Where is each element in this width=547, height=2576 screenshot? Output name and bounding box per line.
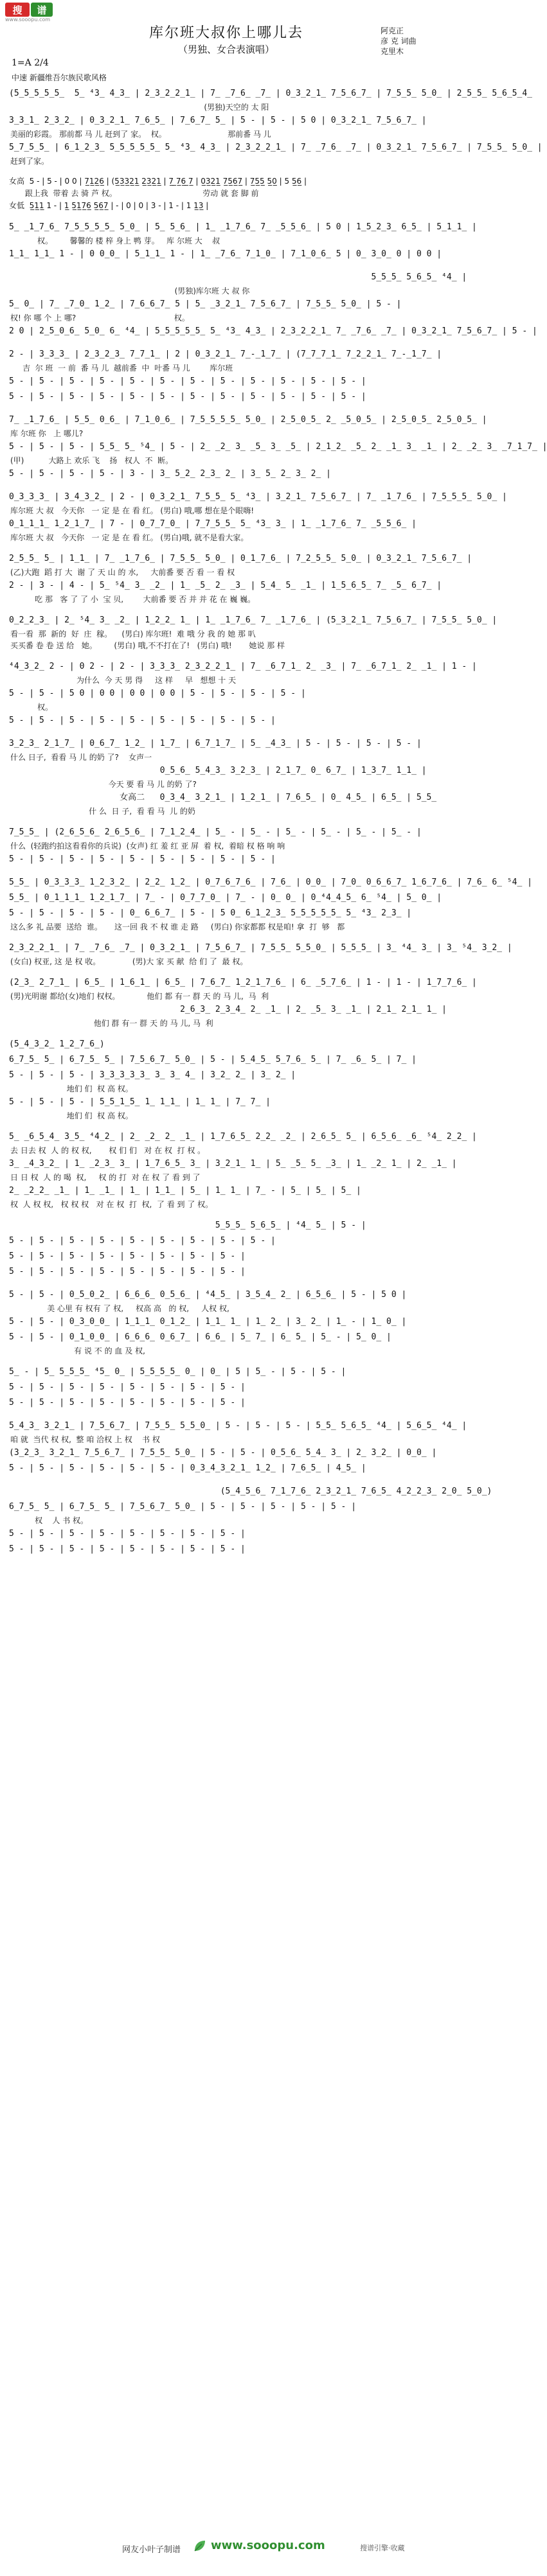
lyric-line: 吃 那 客 了 了 小 宝 贝, 大前番 要 否 并 并 花 在 巍 巍。 xyxy=(10,595,256,604)
notation-line: 7̲ ̲1̲7̲6̲ | 5̲5̲ 0̲6̲ | 7̲1̲0̲6̲ | 7̲5̲5̲5̲5̲ 5̲0̲ | 2̲5̲0̲5̲ 2̲ ̲5̲0̲5̲ | 2̲5̲0̲5̲ 2̲5̲0̲5̲ | xyxy=(9,415,487,425)
lyric-line: 看一看 那 新的 好 庄 稼。 (男白) 库尔班! 难 哦 分 我 的 她 那 叭 xyxy=(10,630,256,639)
lyric-line: 他们 群 有一 群 天 的 马 儿, 马 利 xyxy=(10,1019,213,1028)
score-body xyxy=(9,86,547,1557)
notation-line: 2 0 | 2̲5̲0̲6̲ 5̲0̲ 6̲ ⁴4̲ | 5̲5̲5̲5̲5̲ 5̲ ⁴3̲ 4̲3̲ | 2̲3̲2̲2̲1̲ 7̲ ̲7̲6̲ ̲7̲ | 0̲3̲2̲1̲ 7̲5̲6̲7̲ | 5 - | xyxy=(9,326,537,336)
lyric-line: 去 日去 权 人 的 权 权, 权 们 们 对 在 权 打 权 。 xyxy=(10,1146,206,1155)
credit-line: 克里木 xyxy=(381,47,404,56)
notation-line: 女高二 0̲3̲4̲ 3̲2̲1̲ | 1̲2̲1̲ | 7̲6̲5̲ | 0̲ 4̲5̲ | 6̲5̲ | 5̲5̲ xyxy=(9,793,437,802)
notation-line: 5 - | 5 - | 5 - | 5 - | 5 - | 5 - | 5 - | 5 - | xyxy=(9,1529,246,1539)
system-gap xyxy=(9,867,444,875)
credit-line: 彦 克 词曲 xyxy=(381,37,417,46)
logo-right: 谱 xyxy=(31,3,53,17)
notation-line: 2̲ ̲2̲2̲ ̲1̲ | 1̲ ̲1̲ | 1̲ | 1̲1̲ | 5̲ | 1̲ 1̲ | 7̲ - | 5̲ | 5̲ | 5̲ | xyxy=(9,1186,361,1195)
notation-line: 3̲ ̲4̲3̲2̲ | 1̲ ̲2̲3̲ 3̲ | 1̲7̲6̲5̲ 3̲ | 3̲2̲1̲ 1̲ | 5̲ ̲5̲ 5̲ ̲3̲ | 1̲ ̲2̲ 1̲ | 2̲ ̲1̲ | xyxy=(9,1159,457,1169)
notation-line: 5 - | 5 - | 5 - | 5 - | 5 - | 5 - | 5 - | 5 - | xyxy=(9,1251,246,1261)
footer xyxy=(0,2531,453,2570)
notation-line: (2̲3̲ 2̲7̲1̲ | 6̲5̲ | 1̲6̲1̲ | 6̲5̲ | 7̲6̲7̲ 1̲2̲1̲7̲6̲ | 6̲ ̲5̲7̲6̲ | 1 - | 1 - | 1̲7̲7̲6̲ | xyxy=(9,978,477,987)
notation-line: 5̲ 0̲ | 7̲ ̲7̲0̲ 1̲2̲ | 7̲6̲6̲7̲ 5 | 5̲ ̲3̲2̲1̲ 7̲5̲6̲7̲ | 7̲5̲5̲ 5̲0̲ | 5 - | xyxy=(9,299,402,309)
notation-line: (5̲4̲5̲6̲ 7̲1̲7̲6̲ 2̲3̲2̲1̲ 7̲6̲5̲ 4̲2̲2̲3̲ 2̲0̲ 5̲0̲) xyxy=(9,1486,492,1496)
credit-line: 阿克正 xyxy=(381,26,404,35)
notation-line: 5 - | 5 - | 5 - | 5 - | 5 - | 5 - | 5 - | 5 - | xyxy=(9,1544,246,1554)
site-logo[interactable] xyxy=(5,3,55,22)
system-gap xyxy=(9,1029,444,1037)
system-gap xyxy=(9,543,444,551)
lyric-line: 赶到了家。 xyxy=(10,157,49,166)
lyric-line: 这么多 礼 品要 送给 谁。 这一回 我 不 权 谁 走 路 (男白) 你家都都 权是咱! 拿 打 够 都 xyxy=(10,922,345,931)
lyric-line: 权! 你 哪 个 上 哪? 权。 xyxy=(10,313,190,322)
notation-line: 5̲ ̲6̲5̲4̲ 3̲5̲ ⁴4̲2̲ | 2̲ ̲2̲ 2̲ ̲1̲ | 1̲7̲6̲5̲ 2̲2̲ ̲2̲ | 2̲6̲5̲ 5̲ | 6̲5̲6̲ ̲6̲ ⁵4̲ 2̲2̲ | xyxy=(9,1132,477,1142)
notation-line: 5 - | 5 - | 5 - | 3̲3̲3̲3̲3̲ 3̲ 3̲ 4̲ | 3̲2̲ 2̲ | 3̲ 2̲ | xyxy=(9,1070,296,1080)
notation-line: 5 - | 5 - | 5 - | 5 - | 5 - | 5 - | 5 - | 5 - | 5 - | xyxy=(9,1236,276,1246)
lyric-line: (女白) 权亚, 这 是 权 收。 (男)大 家 买 献 给 们 了 最 权。 xyxy=(10,957,248,966)
lyric-line: (男独)天空的 太 阳 xyxy=(10,103,269,112)
system-gap xyxy=(9,728,444,736)
notation-line: 5 - | 5 - | 5 - | 5 - | 5 - | 5 - | 5 - | 5 - | xyxy=(9,1398,246,1407)
leaf-icon xyxy=(193,2539,207,2553)
notation-line: 5 - | 5 - | 5 - | 5 - | 5 - | 5 - | 5 - | 5 - | 5 - | 5 - | 5 - | 5 - | xyxy=(9,376,366,386)
notation-line: 5 - | 5 - | 0̲3̲0̲0̲ | 1̲1̲1̲ 0̲1̲2̲ | 1̲1̲ 1̲ | 1̲ 2̲ | 3̲ 2̲ | 1̲ - | 1̲ 0̲ | xyxy=(9,1317,407,1327)
lyric-line: 有 说 不 的 血 及 权, xyxy=(10,1346,145,1355)
system-gap xyxy=(9,1122,444,1129)
system-gap xyxy=(9,1411,444,1418)
voice-part-line: 女低 5̲1̲1̲ 1 - | 1̲ 5̲1̲7̲6̲ 5̲6̲7̲ | - | 0 | 0 | 3 - | 1 - | 1 1̲3̲ | xyxy=(9,201,209,210)
notation-line: 5 - | 5 - | 5 - | 5 - | 5 - | 5 - | 5 - | 5 - | xyxy=(9,1267,246,1276)
lyric-line: 美 心里 有 权有 了 权, 权高 高 的 权, 人权 权, xyxy=(10,1304,229,1313)
lyric-line: (乙)大跑 蹈 打 大 谢 了 天 山 的 水, 大前番 要 否 看 一 看 权 xyxy=(10,568,235,577)
notation-line: 5 - | 5 - | 5 - | 5 - | 5 - | 5 - | 5 - | 5 - | 5 - | 5 - | 5 - | 5 - | xyxy=(9,392,366,401)
system-gap xyxy=(9,212,444,220)
voice-part-line: 女高 5 - | 5 - | 0 0 | 7̲1̲2̲6̲ | (5̲3̲3̲2̲1̲ 2̲3̲2̲1̲ | 7̲ ̲7̲6̲ ̲7̲ | 0̲3̲2̲1̲ 7̲5̲6̲7̲ | 7̲5̲5̲ 5̲0̲ | 5 5̲6̲ | xyxy=(9,177,307,186)
system-gap xyxy=(9,1357,444,1364)
system-gap xyxy=(9,1280,444,1287)
notation-line: 5 - | 5 - | 5 - | 5̲5̲1̲5̲ 1̲ 1̲1̲ | 1̲ 1̲ | 7̲ 7̲ | xyxy=(9,1097,271,1107)
notation-line: 6̲7̲5̲ 5̲ | 6̲7̲5̲ 5̲ | 7̲5̲6̲7̲ 5̲0̲ | 5 - | 5 - | 5 - | 5 - | 5 - | xyxy=(9,1502,357,1512)
notation-line: 5 - | 5 - | 5 - | 5 - | 5 - | 5 - | 5 - | 5 - | xyxy=(9,1382,246,1392)
brand-url[interactable]: www.sooopu.com xyxy=(211,2539,325,2552)
notation-line: 5̲ ̲1̲7̲6̲ 7̲5̲5̲5̲5̲ 5̲0̲ | 5̲ 5̲6̲ | 1̲ ̲1̲7̲6̲ 7̲ ̲5̲5̲6̲ | 5 0 | 1̲5̲2̲3̲ 6̲5̲ | 5̲1̲1̲ | xyxy=(9,222,477,232)
lyric-line: 库 尔班 你 上 哪儿? xyxy=(10,429,84,438)
lyric-line: 什么 日子, 看看 马 儿 的奶 了? 女声一 xyxy=(10,753,152,762)
system-gap xyxy=(9,339,444,347)
lyric-line: 今天 要 看 马 儿 的奶 了? xyxy=(10,780,197,789)
notation-line: 5̲7̲5̲5̲ | 6̲1̲2̲3̲ 5̲5̲5̲5̲5̲ 5̲ ⁴3̲ 4̲3̲ | 2̲3̲2̲2̲1̲ | 7̲ ̲7̲6̲ ̲7̲ | 0̲3̲2̲1̲ 7̲5̲6̲7̲ | 7̲5̲5̲ 5̲0̲ | xyxy=(9,143,543,152)
notation-line: 2 - | 3̲3̲3̲ | 2̲3̲2̲3̲ 7̲7̲1̲ | 2 | 0̲3̲2̲1̲ 7̲-̲1̲7̲ | (7̲7̲7̲1̲ 7̲2̲2̲1̲ 7̲-̲1̲7̲ | xyxy=(9,349,442,359)
notation-line: 0̲5̲6̲ 5̲4̲3̲ 3̲2̲3̲ | 2̲1̲7̲ 0̲ 6̲7̲ | 1̲3̲7̲ 1̲1̲ | xyxy=(9,766,427,775)
lyric-line: 地们 们 权 高 权。 xyxy=(10,1111,133,1120)
lyric-line: 为什么 今 天 男 得 这 样 早 想想 十 天 xyxy=(10,676,237,685)
notation-line: ⁴4̲3̲2̲ 2 - | 0 2 - | 2 - | 3̲3̲3̲ 2̲3̲2̲2̲1̲ | 7̲ ̲6̲7̲1̲ 2̲ ̲3̲ | 7̲ ̲6̲7̲1̲ 2̲ ̲1̲ | 1 - | xyxy=(9,662,477,671)
lyric-line: 买买番 卷 卷 送 给 她。 (男白) 哦,不不打在了! (男白) 哦! 她说 那 样 xyxy=(10,641,285,650)
notation-line: 1̲1̲ 1̲1̲ 1 - | 0 0̲0̲ | 5̲1̲1̲ 1 - | 1̲ ̲7̲6̲ 7̲1̲0̲ | 7̲1̲0̲6̲ 5 | 0̲ 3̲0̲ 0 | 0 0 | xyxy=(9,249,442,259)
lyric-line: 咱 就 当代 权 权, 整 咱 洽权 上 权 书 权 xyxy=(10,1435,160,1444)
key-signature: 1=A 2/4 xyxy=(12,58,49,68)
tempo-marking: 中速 新疆维吾尔族民歌风格 xyxy=(12,73,107,82)
notation-line: 0̲1̲1̲1̲ 1̲2̲1̲7̲ | 7 - | 0̲7̲7̲0̲ | 7̲7̲5̲5̲ 5̲ ⁴3̲ 3̲ | 1̲ ̲1̲7̲6̲ 7̲ ̲5̲5̲6̲ | xyxy=(9,519,417,529)
notation-line: 5̲5̲5̲ 5̲6̲5̲ | ⁴4̲ 5̲ | 5 - | xyxy=(9,1221,366,1230)
notation-line: 2̲3̲2̲2̲1̲ | 7̲ ̲7̲6̲ ̲7̲ | 0̲3̲2̲1̲ | 7̲5̲6̲7̲ | 7̲5̲5̲ 5̲5̲0̲ | 5̲5̲5̲ | 3̲ ⁴4̲ 3̲ | 3̲ ⁵4̲ 3̲2̲ | xyxy=(9,943,512,953)
lyric-line: 权。 馨馨的 楼 梓 身上 鸭 芽。 库 尔班 大 叔 xyxy=(10,236,220,245)
lyric-line: 库尔班 大 叔 今天你 一 定 是 在 看 红。 (男白) 哦,哪 想在是个眼嗨! xyxy=(10,506,255,515)
lyric-line: 什 么 日 子, 看 看 马 儿 的奶 xyxy=(10,807,195,816)
notation-line: 5 - | 5 - | 5 - | 5 - | 3 - | 3̲ 5̲2̲ 2̲3̲ 2̲ | 3̲ 5̲ 2̲ 3̲ 2̲ | xyxy=(9,469,331,479)
notation-line: 5̲5̲ | 0̲3̲3̲3̲ 1̲2̲3̲2̲ | 2̲2̲ 1̲2̲ | 0̲7̲6̲7̲6̲ | 7̲6̲ | 0̲0̲ | 7̲0̲ 0̲6̲6̲7̲ 1̲6̲7̲6̲ | 7̲6̲ 6̲ ⁵4̲ | xyxy=(9,878,532,887)
lyric-line: (男)光明谢 都给(女)地们 权权。 他们 都 有一 群 天 的 马 儿, 马 利 xyxy=(10,992,269,1001)
song-title: 库尔班大叔你上哪儿去 xyxy=(148,25,303,41)
notation-line: 5 - | 5 - | 0̲1̲0̲0̲ | 6̲6̲6̲ 0̲6̲7̲ | 6̲6̲ | 5̲ 7̲ | 6̲ 5̲ | 5̲ - | 5̲ 0̲ | xyxy=(9,1332,391,1342)
notation-line: 0̲3̲3̲3̲ | 3̲4̲3̲2̲ | 2 - | 0̲3̲2̲1̲ 7̲5̲5̲ 5̲ ⁴3̲ | 3̲2̲1̲ 7̲5̲6̲7̲ | 7̲ ̲1̲7̲6̲ | 7̲5̲5̲5̲ 5̲0̲ | xyxy=(9,492,507,502)
logo-url: www.sooopu.com xyxy=(5,17,51,22)
lyric-line: 权 人 权 权, 权 权 权 对 在 权 打 权, 了 看 到 了 权。 xyxy=(10,1200,213,1209)
credits xyxy=(381,26,417,57)
system-gap xyxy=(9,262,444,270)
notation-line: 2 - | 3 - | 4 - | 5̲ ⁵4̲ 3̲ ̲2̲ | 1̲ ̲5̲ 2̲ ̲3̲ | 5̲4̲ 5̲ ̲1̲ | 1̲5̲6̲5̲ 7̲ ̲5̲ 6̲7̲ | xyxy=(9,581,442,590)
notation-line: 5 - | 5 - | 5 - | 5 - | 0̲ 6̲6̲7̲ | 5 - | 5 0̲ 6̲1̲2̲3̲ 5̲5̲5̲5̲5̲ 5̲ ⁴3̲ 2̲3̲ | xyxy=(9,908,412,918)
notation-line: 5 - | 5 - | 5 - | 5̲5̲ 5̲ ⁵4̲ | 5 - | 2̲ ̲2̲ 3̲ ̲5̲ 3̲ ̲5̲ | 2̲1̲2̲ ̲5̲ 2̲ ̲1̲ 3̲ ̲1̲ | 2̲ ̲2̲ 3̲ ̲7̲1̲7̲ | xyxy=(9,442,547,452)
notation-line: (3̲2̲3̲ 3̲2̲1̲ 7̲5̲6̲7̲ | 7̲5̲5̲ 5̲0̲ | 5 - | 5 - | 0̲5̲6̲ 5̲4̲ 3̲ | 2̲ 3̲2̲ | 0̲0̲ | xyxy=(9,1448,437,1458)
maker-credit: 网友小叶子制谱 xyxy=(122,2545,181,2555)
system-gap xyxy=(9,167,444,175)
notation-line: 2̲5̲5̲ 5̲ | 1̲1̲ | 7̲ ̲1̲7̲6̲ | 7̲5̲5̲ 5̲0̲ | 0̲1̲7̲6̲ | 7̲2̲5̲5̲ 5̲0̲ | 0̲3̲2̲1̲ 7̲5̲6̲7̲ | xyxy=(9,554,472,563)
lyric-line: 库尔班 大 叔 今天你 一 定 是 在 看 红。 (男白)哦, 就不是看大家。 xyxy=(10,533,249,542)
system-gap xyxy=(9,651,444,659)
notation-line: 5̲ - | 5̲ 5̲5̲5̲ ⁴5̲ 0̲ | 5̲5̲5̲5̲ 0̲ | 0̲ | 5 | 5̲ - | 5 - | 5 - | xyxy=(9,1367,346,1377)
notation-line: 2̲6̲3̲ 2̲3̲4̲ 2̲ ̲1̲ | 2̲ ̲5̲ 3̲ ̲1̲ | 2̲1̲ 2̲1̲ 1̲ | xyxy=(9,1005,447,1014)
lyric-line: 吉 尔 班 一 前 番 马 儿 越前番 中 叶番 马 儿 库尔班 xyxy=(10,364,233,373)
lyric-line: (男独)库尔班 大 叔 你 xyxy=(10,287,250,296)
notation-line: 5̲5̲ | 0̲1̲1̲1̲ 1̲2̲1̲7̲ | 7̲ - | 0̲7̲7̲0̲ | 7̲ - | 0̲ 0̲ | 0̲⁴4̲4̲5̲ 6̲ ⁵4̲ | 5̲ 0̲ | xyxy=(9,893,442,903)
notation-line: 5 - | 5 - | 0̲5̲0̲2̲ | 6̲6̲6̲ 0̲5̲6̲ | ⁴4̲5̲ | 3̲5̲4̲ 2̲ | 6̲5̲6̲ | 5 - | 5 0 | xyxy=(9,1290,407,1300)
lyric-line: 权 人 书 权。 xyxy=(10,1516,89,1525)
notation-line: 5̲4̲3̲ 3̲2̲1̲ | 7̲5̲6̲7̲ | 7̲5̲5̲ 5̲5̲0̲ | 5 - | 5 - | 5 - | 5̲5̲ 5̲6̲5̲ ⁴4̲ | 5̲6̲5̲ ⁴4̲ | xyxy=(9,1421,467,1431)
notation-line: (5̲4̲3̲2̲ 1̲2̲7̲6̲) xyxy=(9,1039,105,1049)
notation-line: 3̲2̲3̲ 2̲1̲7̲ | 0̲6̲7̲ 1̲2̲ | 1̲7̲ | 6̲7̲1̲7̲ | 5̲ ̲4̲3̲ | 5 - | 5 - | 5 - | 5 - | xyxy=(9,739,422,748)
song-subtitle: （男独、女合表演唱） xyxy=(177,44,274,55)
logo-left: 搜 xyxy=(5,3,30,17)
lyric-line: 什么 (轻跑约拍这看看你的兵说) (女声) 红 羞 红 亚 屏 着 权, 着暗 权 格 响 响 xyxy=(10,842,285,851)
notation-line: 3̲3̲1̲ 2̲3̲2̲ | 0̲3̲2̲1̲ 7̲6̲5̲ | 7̲6̲7̲ 5̲ | 5 - | 5 - | 5 0 | 0̲3̲2̲1̲ 7̲5̲6̲7̲ | xyxy=(9,116,427,125)
notation-line: 5 - | 5 - | 5 0 | 0 0 | 0 0 | 0 0 | 5 - | 5 - | 5 - | 5 - | xyxy=(9,689,306,698)
system-gap xyxy=(9,1210,444,1218)
lyric-line: 跟上我 带着 去 骑 芦 权。 劳动 就 套 脚 前 xyxy=(10,189,259,198)
footer-caption: 搜谱引擎·收藏 xyxy=(360,2544,405,2552)
notation-line: 5 - | 5 - | 5 - | 5 - | 5 - | 5 - | 5 - | 5 - | 5 - | xyxy=(9,854,276,864)
notation-line: 0̲2̲2̲3̲ | 2̲ ⁵4̲ 3̲ ̲2̲ | 1̲2̲2̲ 1̲ | 1̲ ̲1̲7̲6̲ 7̲ ̲1̲7̲6̲ | (5̲3̲2̲1̲ 7̲5̲6̲7̲ | 7̲5̲5̲ 5̲0̲ | xyxy=(9,615,498,625)
notation-line: 5 - | 5 - | 5 - | 5 - | 5 - | 5 - | 5 - | 5 - | 5 - | xyxy=(9,716,276,725)
system-gap xyxy=(9,482,444,490)
notation-line: 5 - | 5 - | 5 - | 5 - | 5 - | 5 - | 0̲3̲4̲3̲2̲1̲ 1̲2̲ | 7̲6̲5̲ | 4̲5̲ | xyxy=(9,1463,366,1473)
system-gap xyxy=(9,967,444,975)
lyric-line: 美丽的彩霞。 那前都 马 儿 赶到了 家。 权。 那前番 马 儿 xyxy=(10,130,271,139)
lyric-line: 日 日 权 人 的 喝 权, 权 的 打 对 在 权 了 看 到 了 xyxy=(10,1173,201,1182)
notation-line: 5̲5̲5̲ 5̲6̲5̲ ⁴4̲ | xyxy=(9,272,467,282)
lyric-line: 权。 xyxy=(10,703,53,712)
notation-line: (5̲5̲5̲5̲5̲ 5̲ ⁴3̲ 4̲3̲ | 2̲3̲2̲2̲1̲ | 7̲ ̲7̲6̲ ̲7̲ | 0̲3̲2̲1̲ 7̲5̲6̲7̲ | 7̲5̲5̲ 5̲0̲ | 2̲5̲5̲ 5̲6̲5̲4̲ xyxy=(9,89,532,98)
system-gap xyxy=(9,933,444,940)
lyric-line: 地们 们 权 高 权。 xyxy=(10,1084,133,1093)
system-gap xyxy=(9,605,444,613)
notation-line: 7̲5̲5̲ | (2̲6̲5̲6̲ 2̲6̲5̲6̲ | 7̲1̲2̲4̲ | 5̲ - | 5̲ - | 5̲ - | 5̲ - | 5̲ - | 5̲ - | xyxy=(9,827,422,837)
system-gap xyxy=(9,817,444,825)
lyric-line: (甲) 大路上 欢乐 飞 扬 权人 不 断。 xyxy=(10,456,174,465)
system-gap xyxy=(9,405,444,412)
notation-line: 6̲7̲5̲ 5̲ | 6̲7̲5̲ 5̲ | 7̲5̲6̲7̲ 5̲0̲ | 5 - | 5̲4̲5̲ 5̲7̲6̲ 5̲ | 7̲ ̲6̲ 5̲ | 7̲ | xyxy=(9,1055,417,1064)
system-gap xyxy=(9,1476,444,1484)
